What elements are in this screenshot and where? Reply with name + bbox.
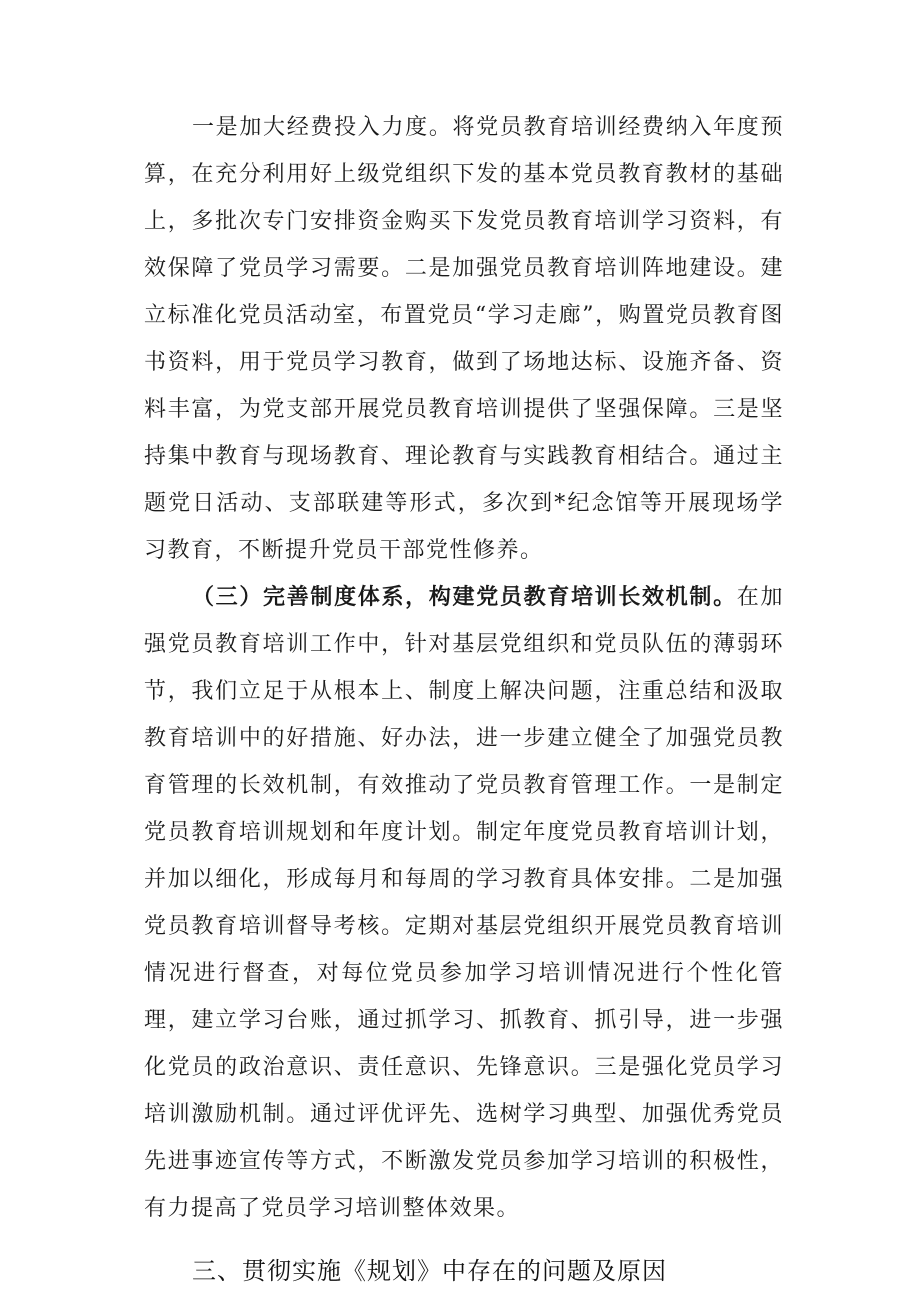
paragraph-lead-heading: （三）完善制度体系，构建党员教育培训长效机制。 [192, 584, 737, 610]
paragraph-body-text: 在加强党员教育培训工作中，针对基层党组织和党员队伍的薄弱环节，我们立足于从根本上、制度上解决问题，注重总结和汲取教育培训中的好措施、好办法，进一步建立健全了加强党员教育管理的长效机制，有效推动了党员教育管理工作。一是制定党员教育培训规划和年度计划。制定年度党员教育培训计划，并加以细化，形成每月和每周的学习教育具体安排。二是加强党员教育培训督导考核。定期对基层党组织开展党员教育培训情况进行督查，对每位党员参加学习培训情况进行个性化管理，建立学习台账，通过抓学习、抓教育、抓引导，进一步强化党员的政治意识、责任意识、先锋意识。三是强化党员学习培训激励机制。通过评优评先、选树学习典型、加强优秀党员先进事迹宣传等方式，不断激发党员参加学习培训的积极性，有力提高了党员学习培训整体效果。 [144, 585, 784, 1221]
section-heading: 三、贯彻实施《规划》中存在的问题及原因 [192, 1257, 667, 1285]
paragraph-funding-and-facilities: 一是加大经费投入力度。将党员教育培训经费纳入年度预算，在充分利用好上级党组织下发的基本党员教育教材的基础上，多批次专门安排资金购买下发党员教育培训学习资料，有效保障了党员学习需要。二是加强党员教育培训阵地建设。建立标准化党员活动室，布置党员“学习走廊”，购置党员教育图书资料，用于党员学习教育，做到了场地达标、设施齐备、资料丰富，为党支部开展党员教育培训提供了坚强保障。三是坚持集中教育与现场教育、理论教育与实践教育相结合。通过主题党日活动、支部联建等形式，多次到*纪念馆等开展现场学习教育，不断提升党员干部党性修养。 [144, 115, 784, 563]
paragraph-institutional-system [144, 574, 784, 1232]
document-body [144, 104, 784, 1295]
